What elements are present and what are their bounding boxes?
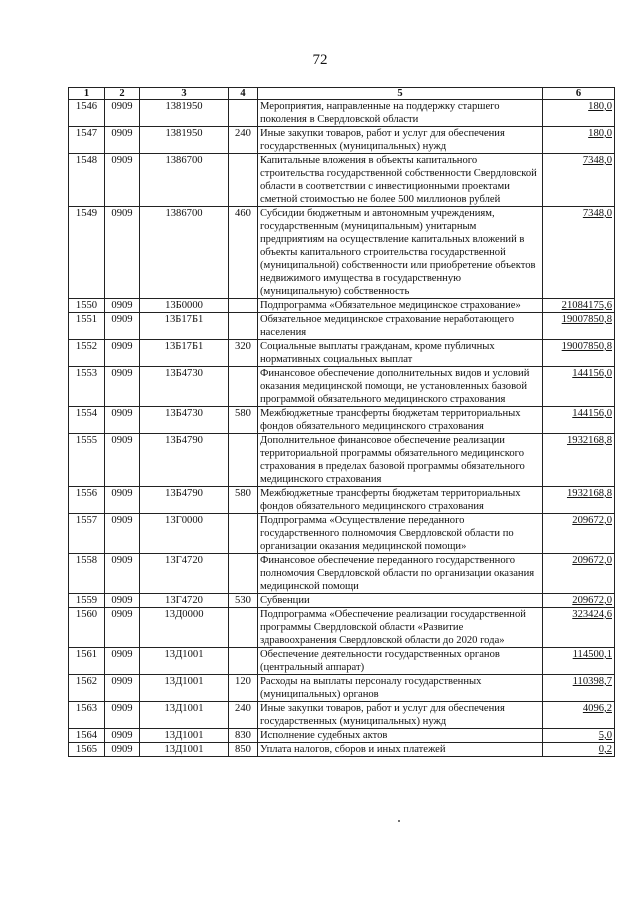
section-code-cell: 0909 <box>105 743 140 757</box>
item-name-cell: Иные закупки товаров, работ и услуг для обеспечения государственных (муниципальных) нужд <box>258 702 543 729</box>
table-row <box>69 514 615 554</box>
table-row <box>69 340 615 367</box>
amount-value: 7348,0 <box>582 208 612 219</box>
row-number-cell: 1557 <box>69 514 105 554</box>
amount-value: 1932168,8 <box>566 435 612 446</box>
row-number-cell: 1563 <box>69 702 105 729</box>
amount-value: 209672,0 <box>572 555 612 566</box>
amount-cell <box>543 608 615 648</box>
table-row <box>69 594 615 608</box>
expense-type-code-cell: 830 <box>229 729 258 743</box>
item-name-cell: Подпрограмма «Обеспечение реализации государственной программы Свердловской области «Развитие здравоохранения Свердловской области до 2020 года» <box>258 608 543 648</box>
row-number-cell: 1564 <box>69 729 105 743</box>
item-name-cell: Финансовое обеспечение переданного государственного полномочия Свердловской области по организации оказания медицинской помощи <box>258 554 543 594</box>
item-name-cell: Уплата налогов, сборов и иных платежей <box>258 743 543 757</box>
table-row <box>69 554 615 594</box>
table-header-row <box>69 88 615 100</box>
header-col-1: 1 <box>69 88 105 100</box>
section-code-cell: 0909 <box>105 702 140 729</box>
amount-value: 209672,0 <box>572 515 612 526</box>
expense-type-code-cell: 240 <box>229 702 258 729</box>
table-row <box>69 608 615 648</box>
item-name-cell: Подпрограмма «Осуществление переданного государственного полномочия Свердловской области по организации оказания медицинской помощи» <box>258 514 543 554</box>
scan-speck <box>398 820 400 822</box>
expense-type-code-cell <box>229 608 258 648</box>
table-row <box>69 743 615 757</box>
amount-value: 180,0 <box>588 101 612 112</box>
section-code-cell: 0909 <box>105 729 140 743</box>
row-number-cell: 1549 <box>69 207 105 299</box>
amount-cell <box>543 367 615 407</box>
item-name-cell: Обеспечение деятельности государственных органов (центральный аппарат) <box>258 648 543 675</box>
expense-type-code-cell: 580 <box>229 407 258 434</box>
expense-type-code-cell: 580 <box>229 487 258 514</box>
amount-cell <box>543 702 615 729</box>
header-col-6: 6 <box>543 88 615 100</box>
section-code-cell: 0909 <box>105 594 140 608</box>
item-name-cell: Исполнение судебных актов <box>258 729 543 743</box>
amount-cell <box>543 154 615 207</box>
target-item-code-cell: 13Д1001 <box>140 702 229 729</box>
amount-value: 5,0 <box>598 730 612 741</box>
target-item-code-cell: 13Д0000 <box>140 608 229 648</box>
expense-type-code-cell <box>229 514 258 554</box>
amount-cell <box>543 127 615 154</box>
amount-value: 114500,1 <box>572 649 612 660</box>
expense-type-code-cell: 530 <box>229 594 258 608</box>
target-item-code-cell: 13Г4720 <box>140 594 229 608</box>
row-number-cell: 1546 <box>69 100 105 127</box>
amount-value: 19007850,8 <box>561 341 612 352</box>
item-name-cell: Межбюджетные трансферты бюджетам территориальных фондов обязательного медицинского страхования <box>258 487 543 514</box>
amount-cell <box>543 100 615 127</box>
section-code-cell: 0909 <box>105 367 140 407</box>
row-number-cell: 1553 <box>69 367 105 407</box>
section-code-cell: 0909 <box>105 127 140 154</box>
item-name-cell: Капитальные вложения в объекты капитального строительства государственной собственности Свердловской области в соответствии с инвестиционными проектами сметной стоимостью не более 500 миллионов рублей <box>258 154 543 207</box>
table-row <box>69 702 615 729</box>
expense-type-code-cell <box>229 154 258 207</box>
expense-type-code-cell <box>229 554 258 594</box>
table-row <box>69 729 615 743</box>
amount-value: 110398,7 <box>572 676 612 687</box>
amount-value: 19007850,8 <box>561 314 612 325</box>
target-item-code-cell: 13Д1001 <box>140 743 229 757</box>
target-item-code-cell: 13Б0000 <box>140 299 229 313</box>
item-name-cell: Субсидии бюджетным и автономным учреждениям, государственным (муниципальным) унитарным предприятиям на осуществление капитальных вложений в объекты капитального строительства государственной (муниципальной) собственности или приобретение объектов недвижимого имущества в государственную (муниципальную) собственность <box>258 207 543 299</box>
target-item-code-cell: 13Б4790 <box>140 487 229 514</box>
amount-cell <box>543 487 615 514</box>
amount-cell <box>543 514 615 554</box>
item-name-cell: Финансовое обеспечение дополнительных видов и условий оказания медицинской помощи, не установленных базовой программой обязательного медицинского страхования <box>258 367 543 407</box>
row-number-cell: 1552 <box>69 340 105 367</box>
row-number-cell: 1547 <box>69 127 105 154</box>
amount-cell <box>543 743 615 757</box>
amount-cell <box>543 299 615 313</box>
table-body <box>69 100 615 757</box>
item-name-cell: Обязательное медицинское страхование неработающего населения <box>258 313 543 340</box>
target-item-code-cell: 13Г0000 <box>140 514 229 554</box>
budget-table <box>68 87 615 757</box>
table-row <box>69 127 615 154</box>
target-item-code-cell: 13Б4790 <box>140 434 229 487</box>
expense-type-code-cell: 320 <box>229 340 258 367</box>
expense-type-code-cell: 240 <box>229 127 258 154</box>
expense-type-code-cell <box>229 299 258 313</box>
section-code-cell: 0909 <box>105 100 140 127</box>
table-row <box>69 367 615 407</box>
row-number-cell: 1556 <box>69 487 105 514</box>
table-row <box>69 154 615 207</box>
section-code-cell: 0909 <box>105 514 140 554</box>
row-number-cell: 1550 <box>69 299 105 313</box>
item-name-cell: Мероприятия, направленные на поддержку старшего поколения в Свердловской области <box>258 100 543 127</box>
expense-type-code-cell <box>229 100 258 127</box>
header-col-3: 3 <box>140 88 229 100</box>
table-row <box>69 487 615 514</box>
amount-cell <box>543 313 615 340</box>
item-name-cell: Межбюджетные трансферты бюджетам территориальных фондов обязательного медицинского страхования <box>258 407 543 434</box>
amount-value: 323424,6 <box>572 609 612 620</box>
section-code-cell: 0909 <box>105 340 140 367</box>
section-code-cell: 0909 <box>105 313 140 340</box>
amount-value: 144156,0 <box>572 408 612 419</box>
section-code-cell: 0909 <box>105 487 140 514</box>
row-number-cell: 1551 <box>69 313 105 340</box>
amount-cell <box>543 729 615 743</box>
target-item-code-cell: 13Г4720 <box>140 554 229 594</box>
section-code-cell: 0909 <box>105 407 140 434</box>
section-code-cell: 0909 <box>105 608 140 648</box>
amount-cell <box>543 207 615 299</box>
row-number-cell: 1554 <box>69 407 105 434</box>
item-name-cell: Субвенции <box>258 594 543 608</box>
table-row <box>69 299 615 313</box>
amount-value: 1932168,8 <box>566 488 612 499</box>
target-item-code-cell: 13Д1001 <box>140 729 229 743</box>
expense-type-code-cell <box>229 434 258 487</box>
amount-value: 21084175,6 <box>561 300 612 311</box>
expense-type-code-cell: 850 <box>229 743 258 757</box>
amount-cell <box>543 648 615 675</box>
section-code-cell: 0909 <box>105 299 140 313</box>
amount-cell <box>543 675 615 702</box>
section-code-cell: 0909 <box>105 554 140 594</box>
table-row <box>69 434 615 487</box>
item-name-cell: Социальные выплаты гражданам, кроме публичных нормативных социальных выплат <box>258 340 543 367</box>
amount-value: 0,2 <box>598 744 612 755</box>
section-code-cell: 0909 <box>105 675 140 702</box>
section-code-cell: 0909 <box>105 207 140 299</box>
target-item-code-cell: 13Д1001 <box>140 648 229 675</box>
section-code-cell: 0909 <box>105 648 140 675</box>
expense-type-code-cell: 460 <box>229 207 258 299</box>
row-number-cell: 1562 <box>69 675 105 702</box>
amount-value: 7348,0 <box>582 155 612 166</box>
row-number-cell: 1561 <box>69 648 105 675</box>
table-row <box>69 313 615 340</box>
item-name-cell: Дополнительное финансовое обеспечение реализации территориальной программы обязательного медицинского страхования в пределах базовой программы обязательного медицинского страхования <box>258 434 543 487</box>
table-row <box>69 407 615 434</box>
amount-cell <box>543 554 615 594</box>
target-item-code-cell: 13Б17Б1 <box>140 313 229 340</box>
amount-value: 180,0 <box>588 128 612 139</box>
table-row <box>69 675 615 702</box>
header-col-5: 5 <box>258 88 543 100</box>
target-item-code-cell: 13Б4730 <box>140 407 229 434</box>
amount-cell <box>543 434 615 487</box>
expense-type-code-cell <box>229 313 258 340</box>
row-number-cell: 1565 <box>69 743 105 757</box>
row-number-cell: 1555 <box>69 434 105 487</box>
amount-value: 209672,0 <box>572 595 612 606</box>
amount-cell <box>543 594 615 608</box>
table-row <box>69 648 615 675</box>
item-name-cell: Подпрограмма «Обязательное медицинское страхование» <box>258 299 543 313</box>
row-number-cell: 1560 <box>69 608 105 648</box>
amount-cell <box>543 340 615 367</box>
header-col-2: 2 <box>105 88 140 100</box>
row-number-cell: 1548 <box>69 154 105 207</box>
target-item-code-cell: 1386700 <box>140 154 229 207</box>
target-item-code-cell: 1386700 <box>140 207 229 299</box>
amount-value: 4096,2 <box>582 703 612 714</box>
target-item-code-cell: 1381950 <box>140 100 229 127</box>
section-code-cell: 0909 <box>105 434 140 487</box>
table-row <box>69 100 615 127</box>
expense-type-code-cell <box>229 648 258 675</box>
target-item-code-cell: 13Д1001 <box>140 675 229 702</box>
header-col-4: 4 <box>229 88 258 100</box>
row-number-cell: 1559 <box>69 594 105 608</box>
expense-type-code-cell <box>229 367 258 407</box>
item-name-cell: Расходы на выплаты персоналу государственных (муниципальных) органов <box>258 675 543 702</box>
target-item-code-cell: 13Б4730 <box>140 367 229 407</box>
row-number-cell: 1558 <box>69 554 105 594</box>
amount-value: 144156,0 <box>572 368 612 379</box>
target-item-code-cell: 13Б17Б1 <box>140 340 229 367</box>
item-name-cell: Иные закупки товаров, работ и услуг для обеспечения государственных (муниципальных) нужд <box>258 127 543 154</box>
target-item-code-cell: 1381950 <box>140 127 229 154</box>
expense-type-code-cell: 120 <box>229 675 258 702</box>
section-code-cell: 0909 <box>105 154 140 207</box>
table-row <box>69 207 615 299</box>
amount-cell <box>543 407 615 434</box>
page-number: 72 <box>312 52 328 68</box>
